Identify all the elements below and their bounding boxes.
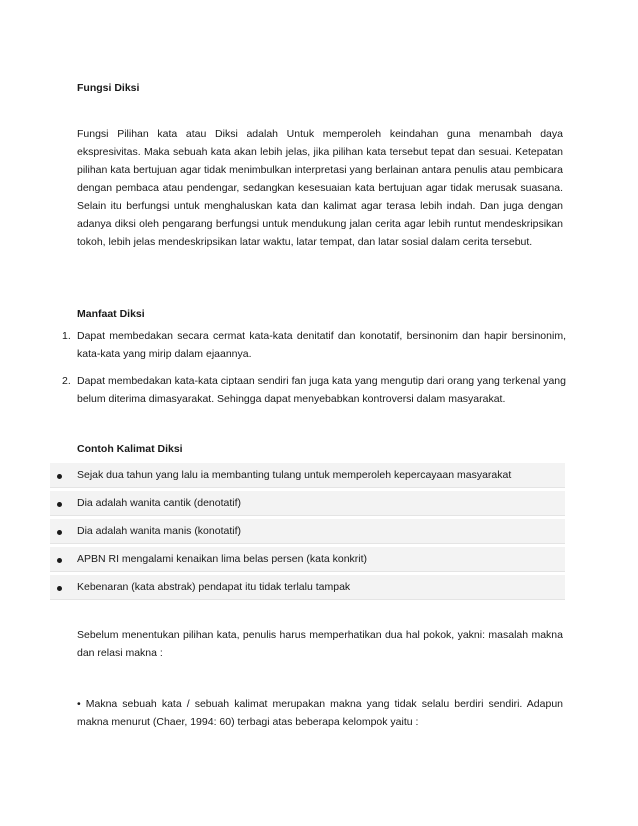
bullet-icon <box>57 586 62 591</box>
list-item-text: Dia adalah wanita cantik (denotatif) <box>77 497 242 509</box>
makna-paragraph: • Makna sebuah kata / sebuah kalimat merupakan makna yang tidak selalu berdiri sendiri. Adapun makna menurut (Chaer, 1994: 60) terbagi atas beberapa kelompok yaitu : <box>77 698 563 728</box>
contoh-kalimat-heading: Contoh Kalimat Diksi <box>77 443 183 455</box>
list-item <box>50 519 565 544</box>
list-item <box>50 491 565 516</box>
manfaat-list-item <box>62 372 566 408</box>
list-item-text: Dapat membedakan kata-kata ciptaan sendiri fan juga kata yang mengutip dari orang yang terkenal yang belum diterima dimasyarakat. Sehingga dapat menyebabkan kontroversi dalam masyarakat. <box>77 375 566 405</box>
list-item <box>50 547 565 572</box>
list-item-text: Kebenaran (kata abstrak) pendapat itu tidak terlalu tampak <box>77 581 351 593</box>
list-number: 2. <box>62 375 71 387</box>
list-item <box>50 575 565 600</box>
list-item <box>50 463 565 488</box>
list-item-text: Dapat membedakan secara cermat kata-kata denitatif dan konotatif, bersinonim dan hapir bersinonim, kata-kata yang mirip dalam ejaannya. <box>77 330 566 360</box>
manfaat-list-item <box>62 327 566 363</box>
manfaat-diksi-heading: Manfaat Diksi <box>77 308 145 320</box>
list-number: 1. <box>62 330 71 342</box>
bullet-icon <box>57 474 62 479</box>
fungsi-diksi-paragraph: Fungsi Pilihan kata atau Diksi adalah Untuk memperoleh keindahan guna menambah daya ekspresivitas. Maka sebuah kata akan lebih jelas, jika pilihan kata tersebut tepat dan sesuai. Ketepatan pilihan kata bertujuan agar tidak menimbulkan interpretasi yang berlainan antara penulis atau pembicara dengan pembaca atau pendengar, sedangkan kesesuaian kata bertujuan agar tidak merusak suasana. Selain itu berfungsi untuk menghaluskan kata dan kalimat agar terasa lebih indah. Dan juga dengan adanya diksi oleh pengarang berfungsi untuk mendukung jalan cerita agar lebih runtut mendeskripsikan tokoh, lebih jelas mendeskripsikan latar waktu, latar tempat, dan latar sosial dalam cerita tersebut. <box>77 128 563 248</box>
list-item-text: Sejak dua tahun yang lalu ia membanting tulang untuk memperoleh kepercayaan masyarakat <box>77 469 512 481</box>
bullet-icon <box>57 530 62 535</box>
contoh-kalimat-list <box>50 463 565 603</box>
fungsi-diksi-heading: Fungsi Diksi <box>77 82 140 94</box>
bullet-icon <box>57 502 62 507</box>
list-item-text: Dia adalah wanita manis (konotatif) <box>77 525 242 537</box>
list-item-text: APBN RI mengalami kenaikan lima belas persen (kata konkrit) <box>77 553 368 565</box>
bullet-icon <box>57 558 62 563</box>
sebelum-paragraph: Sebelum menentukan pilihan kata, penulis harus memperhatikan dua hal pokok, yakni: masalah makna dan relasi makna : <box>77 629 563 659</box>
